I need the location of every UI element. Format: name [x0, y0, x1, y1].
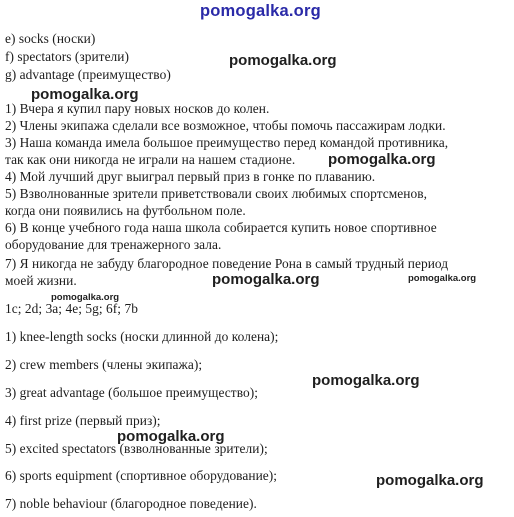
- answer-key: 1c; 2d; 3a; 4e; 5g; 6f; 7b: [5, 301, 138, 316]
- header-watermark: pomogalka.org: [200, 2, 321, 20]
- sentence-1: 1) Вчера я купил пару новых носков до колен.: [5, 101, 270, 116]
- vocab-item-g: g) advantage (преимущество): [5, 67, 171, 82]
- phrase-3: 3) great advantage (большое преимущество);: [5, 385, 259, 400]
- sentence-7-line-2: моей жизни.: [5, 273, 77, 288]
- watermark-9: pomogalka.org: [376, 472, 484, 489]
- sentence-4: 4) Мой лучший друг выиграл первый приз в гонке по плаванию.: [5, 169, 376, 184]
- phrase-4: 4) first prize (первый приз);: [5, 413, 161, 428]
- sentence-7-line-1: 7) Я никогда не забуду благородное поведение Рона в самый трудный период: [5, 256, 449, 271]
- watermark-2: pomogalka.org: [31, 86, 139, 103]
- sentence-6-line-1: 6) В конце учебного года наша школа собирается купить новое спортивное: [5, 220, 437, 235]
- sentence-3-line-2: так как они никогда не играли на нашем стадионе.: [5, 152, 296, 167]
- sentence-2: 2) Члены экипажа сделали все возможное, чтобы помочь пассажирам лодки.: [5, 118, 446, 133]
- watermark-5: pomogalka.org: [408, 273, 477, 284]
- watermark-7: pomogalka.org: [312, 372, 420, 389]
- vocab-item-e: e) socks (носки): [5, 31, 96, 46]
- phrase-1: 1) knee-length socks (носки длинной до колена);: [5, 329, 279, 344]
- phrase-7: 7) noble behaviour (благородное поведение).: [5, 496, 257, 511]
- watermark-4: pomogalka.org: [212, 271, 320, 288]
- watermark-6: pomogalka.org: [51, 292, 120, 303]
- phrase-5: 5) excited spectators (взволнованные зрители);: [5, 441, 268, 456]
- sentence-3-line-1: 3) Наша команда имела большое преимущество перед командой противника,: [5, 135, 449, 150]
- sentence-6-line-2: оборудование для тренажерного зала.: [5, 237, 222, 252]
- phrase-2: 2) crew members (члены экипажа);: [5, 357, 203, 372]
- sentence-5-line-1: 5) Взволнованные зрители приветствовали своих любимых спортсменов,: [5, 186, 428, 201]
- sentence-5-line-2: когда они появились на футбольном поле.: [5, 203, 246, 218]
- phrase-6: 6) sports equipment (спортивное оборудование);: [5, 468, 278, 483]
- watermark-1: pomogalka.org: [229, 52, 337, 69]
- watermark-8: pomogalka.org: [117, 428, 225, 445]
- watermark-3: pomogalka.org: [328, 151, 436, 168]
- vocab-item-f: f) spectators (зрители): [5, 49, 130, 64]
